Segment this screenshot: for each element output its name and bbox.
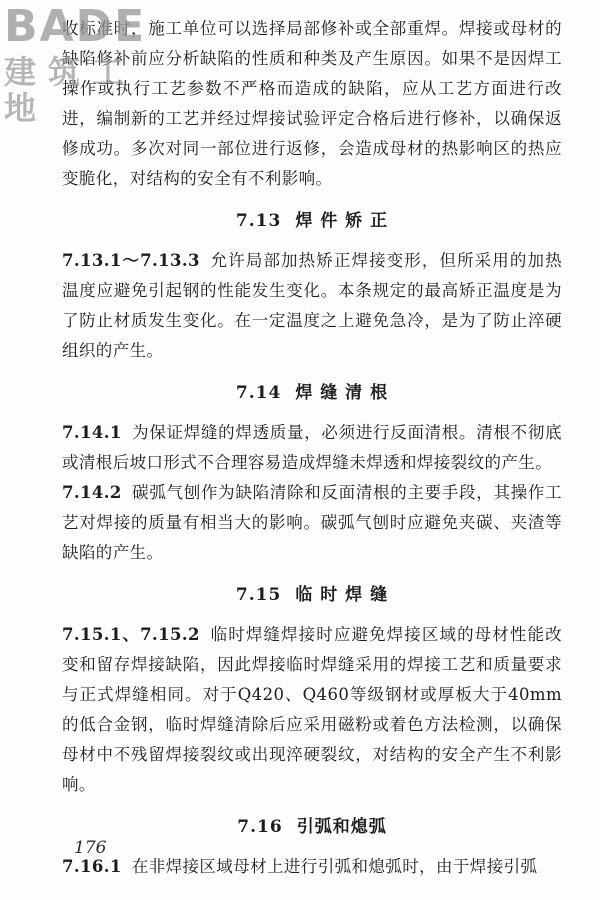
intro-paragraph: 收标准时，施工单位可以选择局部修补或全部重焊。焊接或母材的缺陷修补前应分析缺陷的性质和种类及产生原因。如果不是因焊工操作或执行工艺参数不严格而造成的缺陷，应从工艺方面进行改进，编制新的工艺并经过焊接试验评定合格后进行修补，以确保返修成功。多次对同一部位进行返修，会造成母材的热影响区的热应变脆化，对结构的安全有不利影响。 — [62, 19, 562, 188]
section-title-7-14 — [62, 378, 562, 408]
clause-7-14-1 — [62, 418, 562, 478]
section-number: 7.14 — [235, 383, 282, 403]
section-number: 7.15 — [235, 585, 282, 605]
watermark-brand-cn: 建筑工地 — [4, 53, 137, 127]
section-title-7-16 — [62, 812, 562, 842]
section-title-7-15 — [62, 580, 562, 610]
section-heading: 临 时 焊 缝 — [295, 585, 389, 605]
clause-text: 允许局部加热矫正焊接变形，但所采用的加热温度应避免引起钢的性能发生变化。本条规定的最高矫正温度是为了防止材质发生变化。在一定温度之上避免急冷，是为了防止淬硬组织的产生。 — [62, 251, 562, 360]
clause-number: 7.14.1 — [62, 423, 122, 442]
watermark-brand: BADE — [4, 1, 147, 52]
section-number: 7.13 — [235, 211, 282, 231]
clause-text: 碳弧气刨作为缺陷清除和反面清根的主要手段，其操作工艺对焊接的质量有相当大的影响。碳弧气刨时应避免夹碳、夹渣等缺陷的产生。 — [62, 483, 562, 562]
section-title-7-13 — [62, 206, 562, 236]
clause-number: 7.15.1、7.15.2 — [62, 625, 200, 644]
section-heading: 焊 缝 清 根 — [295, 383, 389, 403]
section-heading: 焊 件 矫 正 — [295, 211, 389, 231]
clause-number: 7.16.1 — [62, 857, 122, 876]
clause-7-16-1 — [62, 852, 562, 882]
section-heading: 引弧和熄弧 — [296, 817, 387, 837]
clause-text: 临时焊缝焊接时应避免焊接区域的母材性能改变和留存焊接缺陷，因此焊接临时焊缝采用的焊接工艺和质量要求与正式焊缝相同。对于Q420、Q460等级钢材或厚板大于40mm的低合金钢，临时焊缝清除后应采用磁粉或着色方法检测，以确保母材中不残留焊接裂纹或出现淬硬裂纹，对结构的安全产生不利影响。 — [62, 625, 562, 794]
page-number: 176 — [74, 838, 107, 858]
section-number: 7.16 — [237, 817, 283, 837]
page-content — [62, 14, 562, 882]
clause-7-15-1 — [62, 620, 562, 800]
clause-text: 在非焊接区域母材上进行引弧和熄弧时，由于焊接引弧 — [131, 857, 538, 876]
clause-text: 为保证焊缝的焊透质量，必须进行反面清根。清根不彻底或清根后坡口形式不合理容易造成焊缝未焊透和焊接裂纹的产生。 — [62, 423, 562, 472]
clause-7-14-2 — [62, 478, 562, 568]
clause-number: 7.14.2 — [62, 483, 122, 502]
clause-7-13-1 — [62, 246, 562, 366]
clause-number: 7.13.1～7.13.3 — [62, 251, 200, 270]
